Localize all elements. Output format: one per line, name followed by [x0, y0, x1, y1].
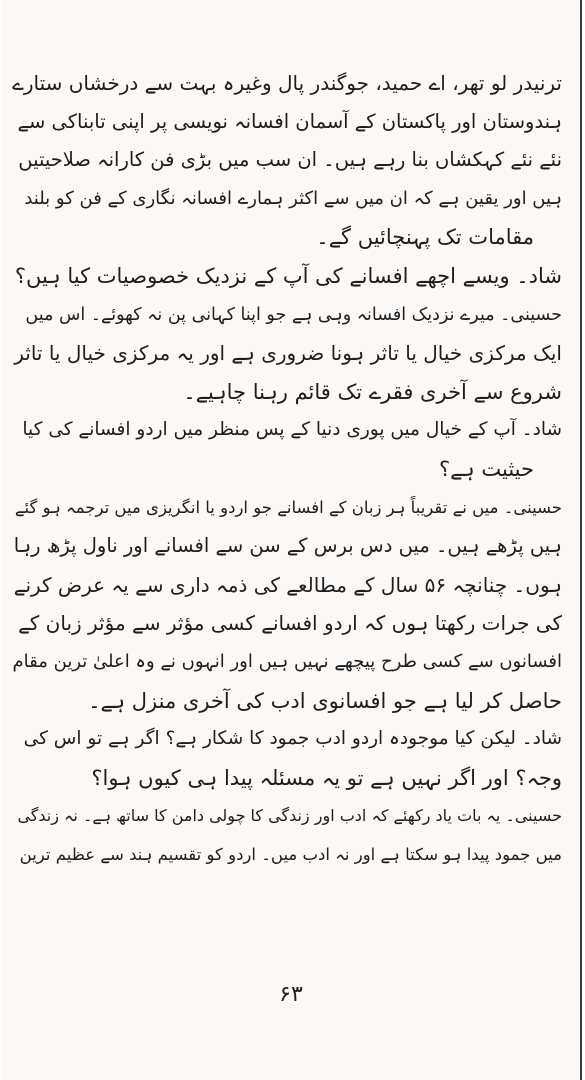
text-line: شاد۔ آپ کے خیال میں پوری دنیا کے پس منظر میں اردو افسانے کی کیا: [22, 419, 562, 441]
text-line: حسینی۔ میرے نزدیک افسانہ وہی ہے جو اپنا کہانی پن نہ کھوئے۔ اس میں: [25, 304, 562, 325]
text-line: مقامات تک پہنچائیں گے۔: [316, 225, 534, 250]
text-line: حاصل کر لیا ہے جو افسانوی ادب کی آخری منزل ہے۔: [88, 688, 562, 713]
text-line: نئے نئے کہکشاں بنا رہے ہیں۔ ان سب میں بڑی فن کارانہ صلاحیتیں: [18, 148, 562, 172]
text-line: وجہ؟ اور اگر نہیں ہے تو یہ مسئلہ پیدا ہی کیوں ہوا؟: [91, 765, 562, 790]
text-line: حیثیت ہے؟: [438, 456, 534, 481]
text-line: شاد۔ لیکن کیا موجودہ اردو ادب جمود کا شکار ہے؟ اگر ہے تو اس کی: [23, 728, 562, 750]
text-line: ہیں پڑھے ہیں۔ میں دس برس کے سن سے افسانے اور ناول پڑھ رہا: [13, 534, 562, 558]
text-line: میں جمود پیدا ہو سکتا ہے اور نہ ادب میں۔ اردو کو تقسیم ہند سے عظیم ترین: [19, 844, 562, 864]
text-line: افسانوں سے کسی طرح پیچھے نہیں ہیں اور انہوں نے وہ اعلیٰ ترین مقام: [12, 650, 562, 672]
text-line: شاد۔ ویسے اچھے افسانے کی آپ کے نزدیک خصوصیات کیا ہیں؟: [14, 263, 562, 288]
text-line: ایک مرکزی خیال یا تاثر ہونا ضروری ہے اور یہ مرکزی خیال یا تاثر: [14, 341, 562, 366]
text-line: ہوں۔ چنانچہ ۵۶ سال کے مطالعے کی ذمہ داری سے یہ عرض کرنے: [13, 572, 562, 597]
text-line: حسینی۔ میں نے تقریباً ہر زبان کے افسانے جو اردو یا انگریزی میں ترجمہ ہو گئے: [14, 497, 562, 517]
text-line: ہیں اور یقین ہے کہ ان میں سے اکثر ہمارے افسانہ نگاری کے فن کو بلند: [24, 187, 562, 209]
text-line: ترنیدر لو تھر، اے حمید، جوگندر پال وغیرہ بہت سے درخشاں ستارے: [12, 71, 562, 95]
body-text: [12, 64, 566, 874]
text-line: ہندوستان اور پاکستان کے آسمان افسانہ نویسی پر اپنی تابناکی سے: [17, 109, 562, 133]
text-line: حسینی۔ یہ بات یاد رکھئے کہ ادب اور زندگی کا چولی دامن کا ساتھ ہے۔ نہ زندگی: [17, 806, 562, 826]
text-line: شروع سے آخری فقرے تک قائم رہنا چاہیے۔: [183, 379, 562, 404]
paper-sheet: [2, 0, 582, 1080]
text-line: کی جرات رکھتا ہوں کہ اردو افسانے کسی مؤثر سے مؤثر زبان کے: [18, 611, 562, 636]
page-number: ۶۳: [279, 982, 303, 1007]
